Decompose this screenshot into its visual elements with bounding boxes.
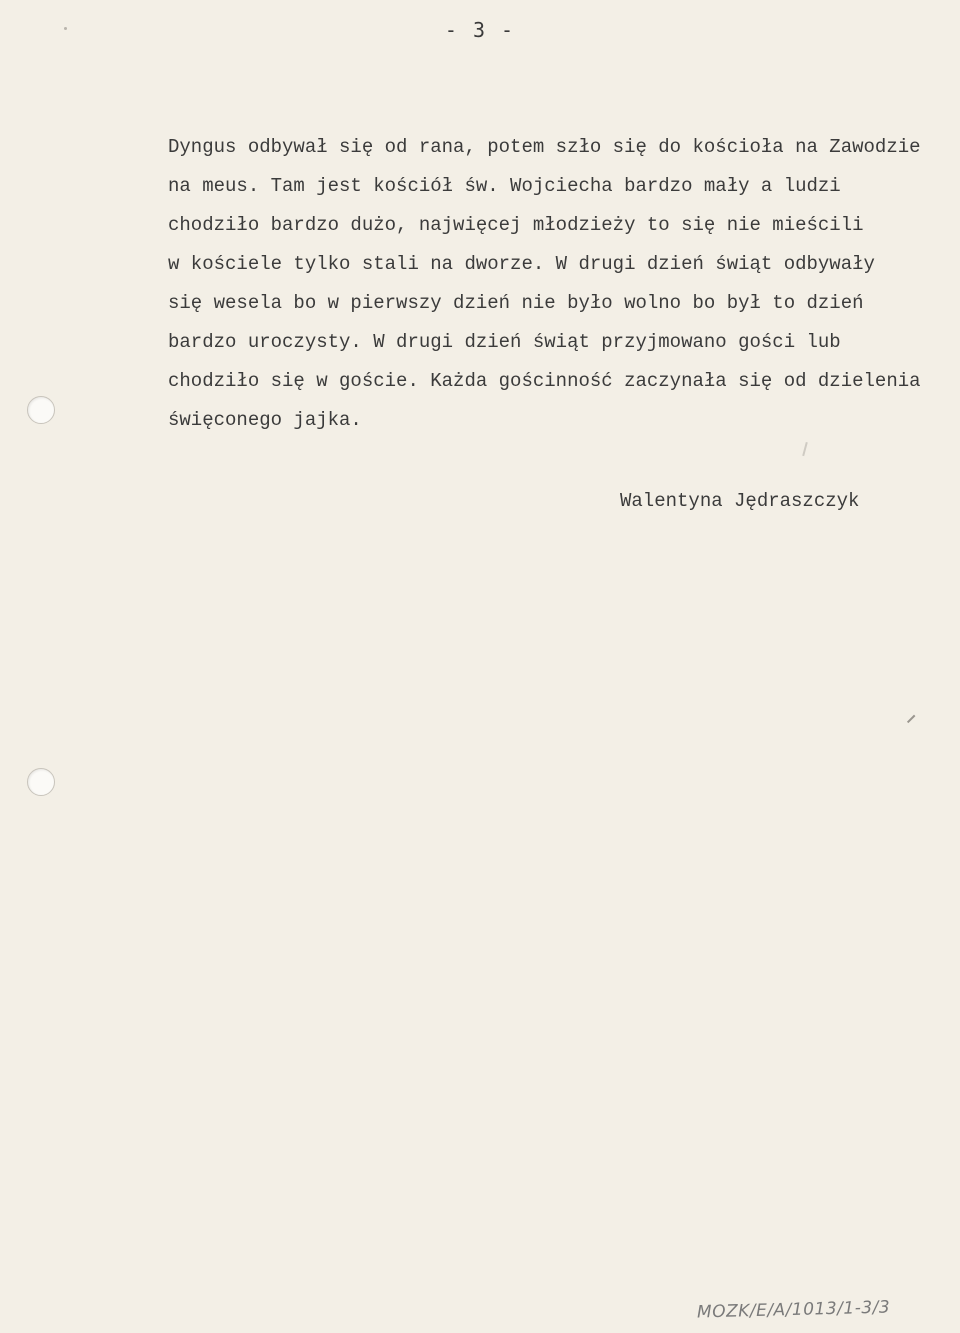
body-line: się wesela bo w pierwszy dzień nie było wolno bo był to dzień — [168, 292, 864, 314]
body-line: chodziło bardzo dużo, najwięcej młodzieży to się nie mieścili — [168, 214, 864, 236]
body-line: bardzo uroczysty. W drugi dzień świąt przyjmowano gości lub — [168, 331, 841, 353]
body-line: na meus. Tam jest kościół św. Wojciecha bardzo mały a ludzi — [168, 175, 841, 197]
body-line: Dyngus odbywał się od rana, potem szło się do kościoła na Zawodzie — [168, 136, 921, 158]
body-text — [168, 128, 958, 440]
body-line: chodziło się w goście. Każda gościnność zaczynała się od dzielenia — [168, 370, 921, 392]
author-signature: Walentyna Jędraszczyk — [620, 490, 860, 512]
paper-speck — [64, 27, 67, 30]
paper-speck — [802, 442, 807, 456]
body-line: święconego jajka. — [168, 409, 362, 431]
punch-hole — [27, 396, 55, 424]
punch-hole — [27, 768, 55, 796]
archive-reference: MOZK/E/A/1013/1-3/3 — [696, 1297, 891, 1323]
pencil-mark — [907, 715, 915, 723]
page-number: - 3 - — [444, 18, 516, 42]
body-line: w kościele tylko stali na dworze. W drugi dzień świąt odbywały — [168, 253, 875, 275]
